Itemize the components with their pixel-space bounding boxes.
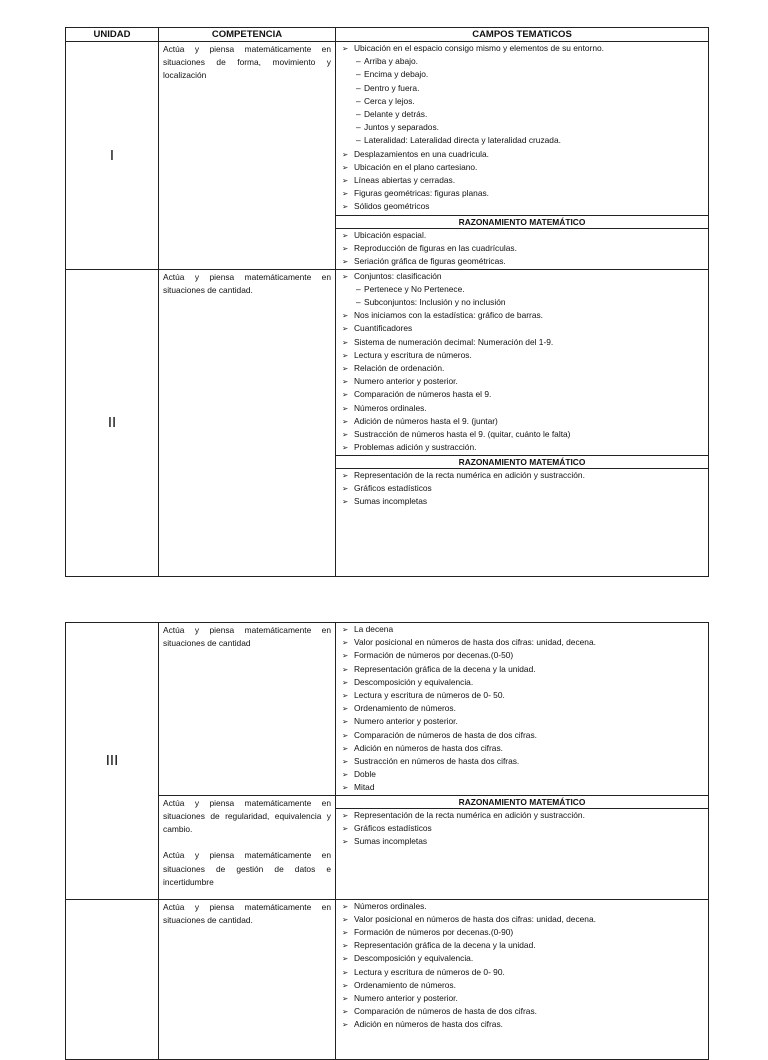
list-item: ➢ Sumas incompletas: [342, 495, 706, 508]
list-item: ➢ Comparación de números de hasta de dos cifras.: [342, 729, 706, 742]
unit-3-numeral: III: [66, 623, 159, 900]
list-item: ➢ Relación de ordenación.: [342, 362, 706, 375]
list-item: – Cerca y lejos.: [342, 95, 706, 108]
unit-3-competencia-regularidad: Actúa y piensa matemáticamente en situaciones de regularidad, equivalencia y cambio.: [163, 797, 331, 835]
units-table-2: [65, 622, 709, 1060]
list-item: ➢ Ordenamiento de números.: [342, 702, 706, 715]
unit-3-competencia: Actúa y piensa matemáticamente en situaciones de cantidad: [159, 623, 336, 796]
unit-4-numeral: [66, 899, 159, 1059]
list-item: ➢ Descomposición y equivalencia.: [342, 952, 706, 965]
units-table-1: [65, 27, 709, 577]
list-item: ➢ Numero anterior y posterior.: [342, 715, 706, 728]
list-item: ➢ Valor posicional en números de hasta dos cifras: unidad, decena.: [342, 636, 706, 649]
unit-1-campos: [336, 42, 709, 216]
list-item: ➢ Sustracción de números hasta el 9. (quitar, cuánto le falta): [342, 428, 706, 441]
list-item: – Arriba y abajo.: [342, 55, 706, 68]
list-item: ➢ Ubicación en el plano cartesiano.: [342, 161, 706, 174]
unit-2-razonamiento: [336, 468, 709, 576]
header-row: [66, 28, 709, 42]
list-item: ➢ Comparación de números de hasta de dos cifras.: [342, 1005, 706, 1018]
list-item: – Delante y detrás.: [342, 108, 706, 121]
list-item: ➢ Gráficos estadísticos: [342, 482, 706, 495]
unit-2-razonamiento-heading: RAZONAMIENTO MATEMÁTICO: [336, 455, 709, 468]
list-item: ➢ Lectura y escritura de números de 0- 90.: [342, 966, 706, 979]
list-item: ➢ Adición en números de hasta dos cifras.: [342, 742, 706, 755]
unit-3-razonamiento: [336, 808, 709, 899]
list-item: ➢ Formación de números por decenas.(0-50): [342, 649, 706, 662]
list-item: – Pertenece y No Pertenece.: [342, 283, 706, 296]
list-item: ➢ Líneas abiertas y cerradas.: [342, 174, 706, 187]
list-item: ➢ Ordenamiento de números.: [342, 979, 706, 992]
unit-1-row: [66, 42, 709, 216]
unit-2-campos: [336, 269, 709, 455]
unit-1-razonamiento-heading: RAZONAMIENTO MATEMÁTICO: [336, 216, 709, 229]
list-item: ➢ Números ordinales.: [342, 402, 706, 415]
unit-3-razonamiento-heading: RAZONAMIENTO MATEMÁTICO: [336, 795, 709, 808]
unit-1-competencia: Actúa y piensa matemáticamente en situaciones de forma, movimiento y localización: [159, 42, 336, 270]
list-item: – Subconjuntos: Inclusión y no inclusión: [342, 296, 706, 309]
list-item: – Encima y debajo.: [342, 68, 706, 81]
list-item: ➢ Ubicación espacial.: [342, 229, 706, 242]
list-item: ➢ Doble: [342, 768, 706, 781]
list-item: ➢ Sumas incompletas: [342, 835, 706, 848]
list-item: ➢ Descomposición y equivalencia.: [342, 676, 706, 689]
list-item: ➢ Conjuntos: clasificación: [342, 270, 706, 283]
unit-1-razonamiento: [336, 229, 709, 270]
list-item: ➢ Representación gráfica de la decena y la unidad.: [342, 663, 706, 676]
list-item: ➢ Representación de la recta numérica en adición y sustracción.: [342, 469, 706, 482]
unit-4-competencia: Actúa y piensa matemáticamente en situaciones de cantidad.: [159, 899, 336, 1059]
unit-4-campos: [336, 899, 709, 1059]
unit-3-competencia-datos: Actúa y piensa matemáticamente en situaciones de gestión de datos e incertidumbre: [163, 850, 331, 887]
list-item: ➢ Sustracción en números de hasta dos cifras.: [342, 755, 706, 768]
unit-4-row: [66, 899, 709, 1059]
list-item: ➢ Sistema de numeración decimal: Numeración del 1-9.: [342, 336, 706, 349]
list-item: ➢ Representación gráfica de la decena y la unidad.: [342, 939, 706, 952]
list-item: ➢ Mitad: [342, 781, 706, 794]
list-item: ➢ Representación de la recta numérica en adición y sustracción.: [342, 809, 706, 822]
list-item: ➢ Reproducción de figuras en las cuadrículas.: [342, 242, 706, 255]
list-item: ➢ Adición de números hasta el 9. (juntar): [342, 415, 706, 428]
list-item: ➢ Gráficos estadísticos: [342, 822, 706, 835]
list-item: ➢ Problemas adición y sustracción.: [342, 441, 706, 454]
unit-2-row: [66, 269, 709, 455]
header-campos: CAMPOS TEMATICOS: [336, 28, 709, 42]
unit-2-numeral: II: [66, 269, 159, 576]
list-item: ➢ Adición en números de hasta dos cifras.: [342, 1018, 706, 1031]
header-unidad: UNIDAD: [66, 28, 159, 42]
list-item: ➢ Figuras geométricas: figuras planas.: [342, 187, 706, 200]
unit-2-competencia: Actúa y piensa matemáticamente en situaciones de cantidad.: [159, 269, 336, 576]
list-item: ➢ Cuantificadores: [342, 322, 706, 335]
list-item: ➢ Desplazamientos en una cuadricula.: [342, 148, 706, 161]
list-item: ➢ Lectura y escritura de números de 0- 50.: [342, 689, 706, 702]
list-item: – Lateralidad: Lateralidad directa y lateralidad cruzada.: [342, 134, 706, 147]
list-item: ➢ Lectura y escritura de números.: [342, 349, 706, 362]
unit-3-row: [66, 623, 709, 796]
unit-1-numeral: I: [66, 42, 159, 270]
unit-3-competencia-2: [159, 795, 336, 899]
list-item: ➢ Nos iniciamos con la estadística: gráfico de barras.: [342, 309, 706, 322]
list-item: ➢ Números ordinales.: [342, 900, 706, 913]
list-item: ➢ La decena: [342, 623, 706, 636]
list-item: ➢ Ubicación en el espacio consigo mismo y elementos de su entorno.: [342, 42, 706, 55]
list-item: ➢ Numero anterior y posterior.: [342, 992, 706, 1005]
list-item: – Dentro y fuera.: [342, 82, 706, 95]
list-item: ➢ Formación de números por decenas.(0-90): [342, 926, 706, 939]
list-item: ➢ Valor posicional en números de hasta dos cifras: unidad, decena.: [342, 913, 706, 926]
list-item: ➢ Comparación de números hasta el 9.: [342, 388, 706, 401]
unit-3-campos: [336, 623, 709, 796]
header-competencia: COMPETENCIA: [159, 28, 336, 42]
list-item: ➢ Seriación gráfica de figuras geométricas.: [342, 255, 706, 268]
list-item: ➢ Sólidos geométricos: [342, 200, 706, 213]
list-item: – Juntos y separados.: [342, 121, 706, 134]
list-item: ➢ Numero anterior y posterior.: [342, 375, 706, 388]
